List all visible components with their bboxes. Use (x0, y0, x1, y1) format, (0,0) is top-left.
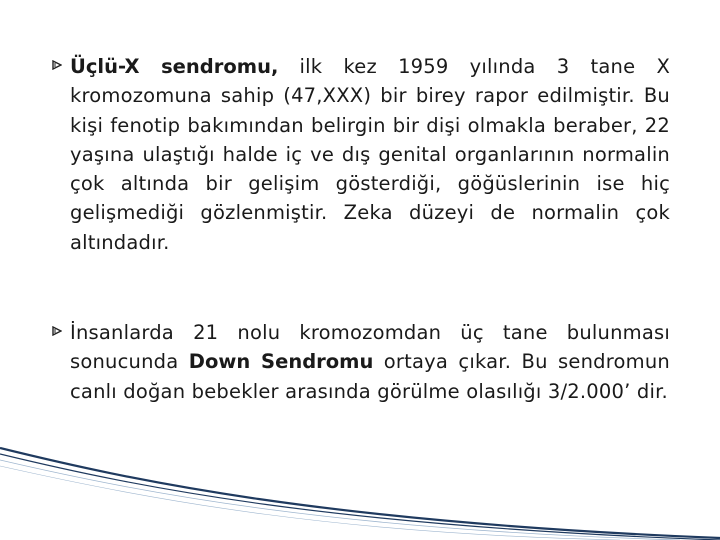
bullet-item-down-syndrome (52, 318, 670, 406)
bullet-body-text: ilk kez 1959 yılında 3 tane X kromozomuna sahip (47,XXX) bir birey rapor edilmiştir. Bu kişi fenotip bakımından belirgin bir dişi olmakla beraber, 22 yaşına ulaştığı halde iç ve dış genital organlarının normalin çok altında bir gelişim gösterdiği, göğüslerinin ise hiç gelişmediği gözlenmiştir. Zeka düzeyi de normalin çok altındadır. (70, 55, 670, 254)
bullet-glyph-icon (52, 326, 62, 336)
bullet-text (70, 318, 670, 406)
bullet-item-triple-x (52, 52, 670, 257)
bullet-bold-term: Down Sendromu (188, 350, 374, 374)
bullet-glyph-icon (52, 60, 62, 70)
bullet-body-text-before: İnsanlarda 21 nolu kromozomdan üç tane bulunması sonucunda (70, 321, 670, 374)
bullet-text (70, 52, 670, 257)
bullet-bold-lead: Üçlü-X sendromu, (70, 55, 279, 78)
footer-wave-decoration (0, 440, 720, 540)
bullet-body-text-after: ortaya çıkar. Bu sendromun canlı doğan bebekler arasında görülme olasılığı 3/2.000’ dir. (70, 350, 670, 403)
